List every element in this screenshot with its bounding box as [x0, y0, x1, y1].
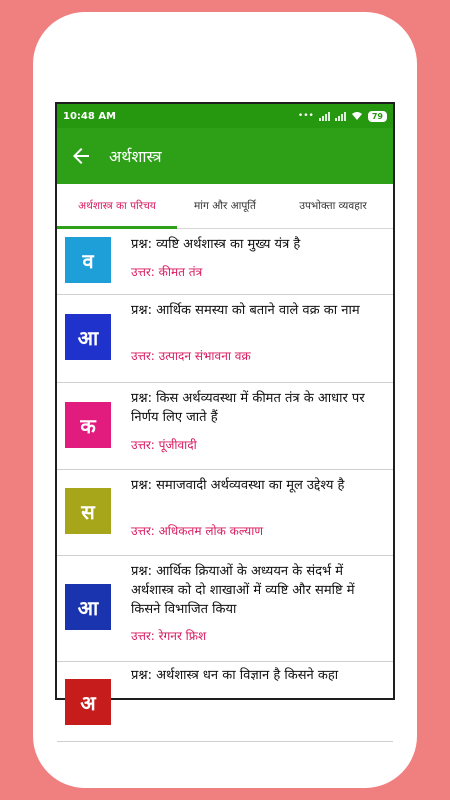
- battery-icon: 79: [368, 111, 387, 122]
- tab-label: उपभोक्ता व्यवहार: [299, 200, 367, 212]
- app-screen: [55, 102, 395, 715]
- question-text: प्रश्न: आर्थिक क्रियाओं के अध्ययन के संदर्भ में अर्थशास्त्र को दो शाखाओं में व्यष्टि और समष्टि में किसने विभाजित किया: [131, 564, 355, 617]
- status-bar: [57, 104, 393, 128]
- tab-introduction[interactable]: [57, 184, 177, 228]
- letter-badge: व: [65, 237, 111, 283]
- tab-label: अर्थशास्त्र का परिचय: [78, 200, 156, 212]
- letter-badge: क: [65, 402, 111, 448]
- letter-badge: आ: [65, 584, 111, 630]
- question-text: प्रश्न: अर्थशास्त्र धन का विज्ञान है किसने कहा: [131, 668, 339, 683]
- question-text: प्रश्न: व्यष्टि अर्थशास्त्र का मुख्य यंत्र है: [131, 237, 301, 252]
- list-item[interactable]: [57, 556, 393, 662]
- letter-badge: आ: [65, 314, 111, 360]
- dots-icon: •••: [297, 111, 314, 121]
- status-icons: [298, 111, 387, 122]
- letter-badge: अ: [65, 679, 111, 725]
- answer-text: उत्तर: उत्पादन संभावना वक्र: [131, 349, 251, 363]
- status-time: 10:48 AM: [63, 110, 117, 122]
- question-list: [57, 229, 393, 742]
- question-text: प्रश्न: किस अर्थव्यवस्था में कीमत तंत्र के आधार पर निर्णय लिए जाते हैं: [131, 391, 365, 425]
- wifi-icon: [351, 111, 363, 121]
- question-text: प्रश्न: समाजवादी अर्थव्यवस्था का मूल उद्देश्य है: [131, 478, 345, 493]
- list-item[interactable]: [57, 295, 393, 383]
- answer-text: उत्तर: रेगनर फ्रिश: [131, 629, 207, 643]
- answer-text: उत्तर: पूंजीवादी: [131, 438, 197, 452]
- question-text: प्रश्न: आर्थिक समस्या को बताने वाले वक्र का नाम: [131, 303, 360, 318]
- tab-label: मांग और आपूर्ति: [193, 200, 257, 212]
- signal-icon: [319, 112, 330, 121]
- list-item[interactable]: [57, 383, 393, 470]
- letter-badge: स: [65, 488, 111, 534]
- tab-bar: [57, 184, 393, 229]
- tab-demand-supply[interactable]: [177, 184, 273, 228]
- app-bar: [57, 128, 393, 184]
- answer-text: उत्तर: कीमत तंत्र: [131, 265, 203, 279]
- list-item[interactable]: [57, 470, 393, 556]
- answer-text: उत्तर: अधिकतम लोक कल्याण: [131, 524, 264, 538]
- list-item[interactable]: [57, 662, 393, 742]
- tab-consumer-behaviour[interactable]: [273, 184, 393, 228]
- signal-icon-2: [335, 112, 346, 121]
- arrow-back-icon[interactable]: [69, 144, 93, 168]
- list-item[interactable]: [57, 229, 393, 295]
- page-title: अर्थशास्त्र: [109, 147, 162, 166]
